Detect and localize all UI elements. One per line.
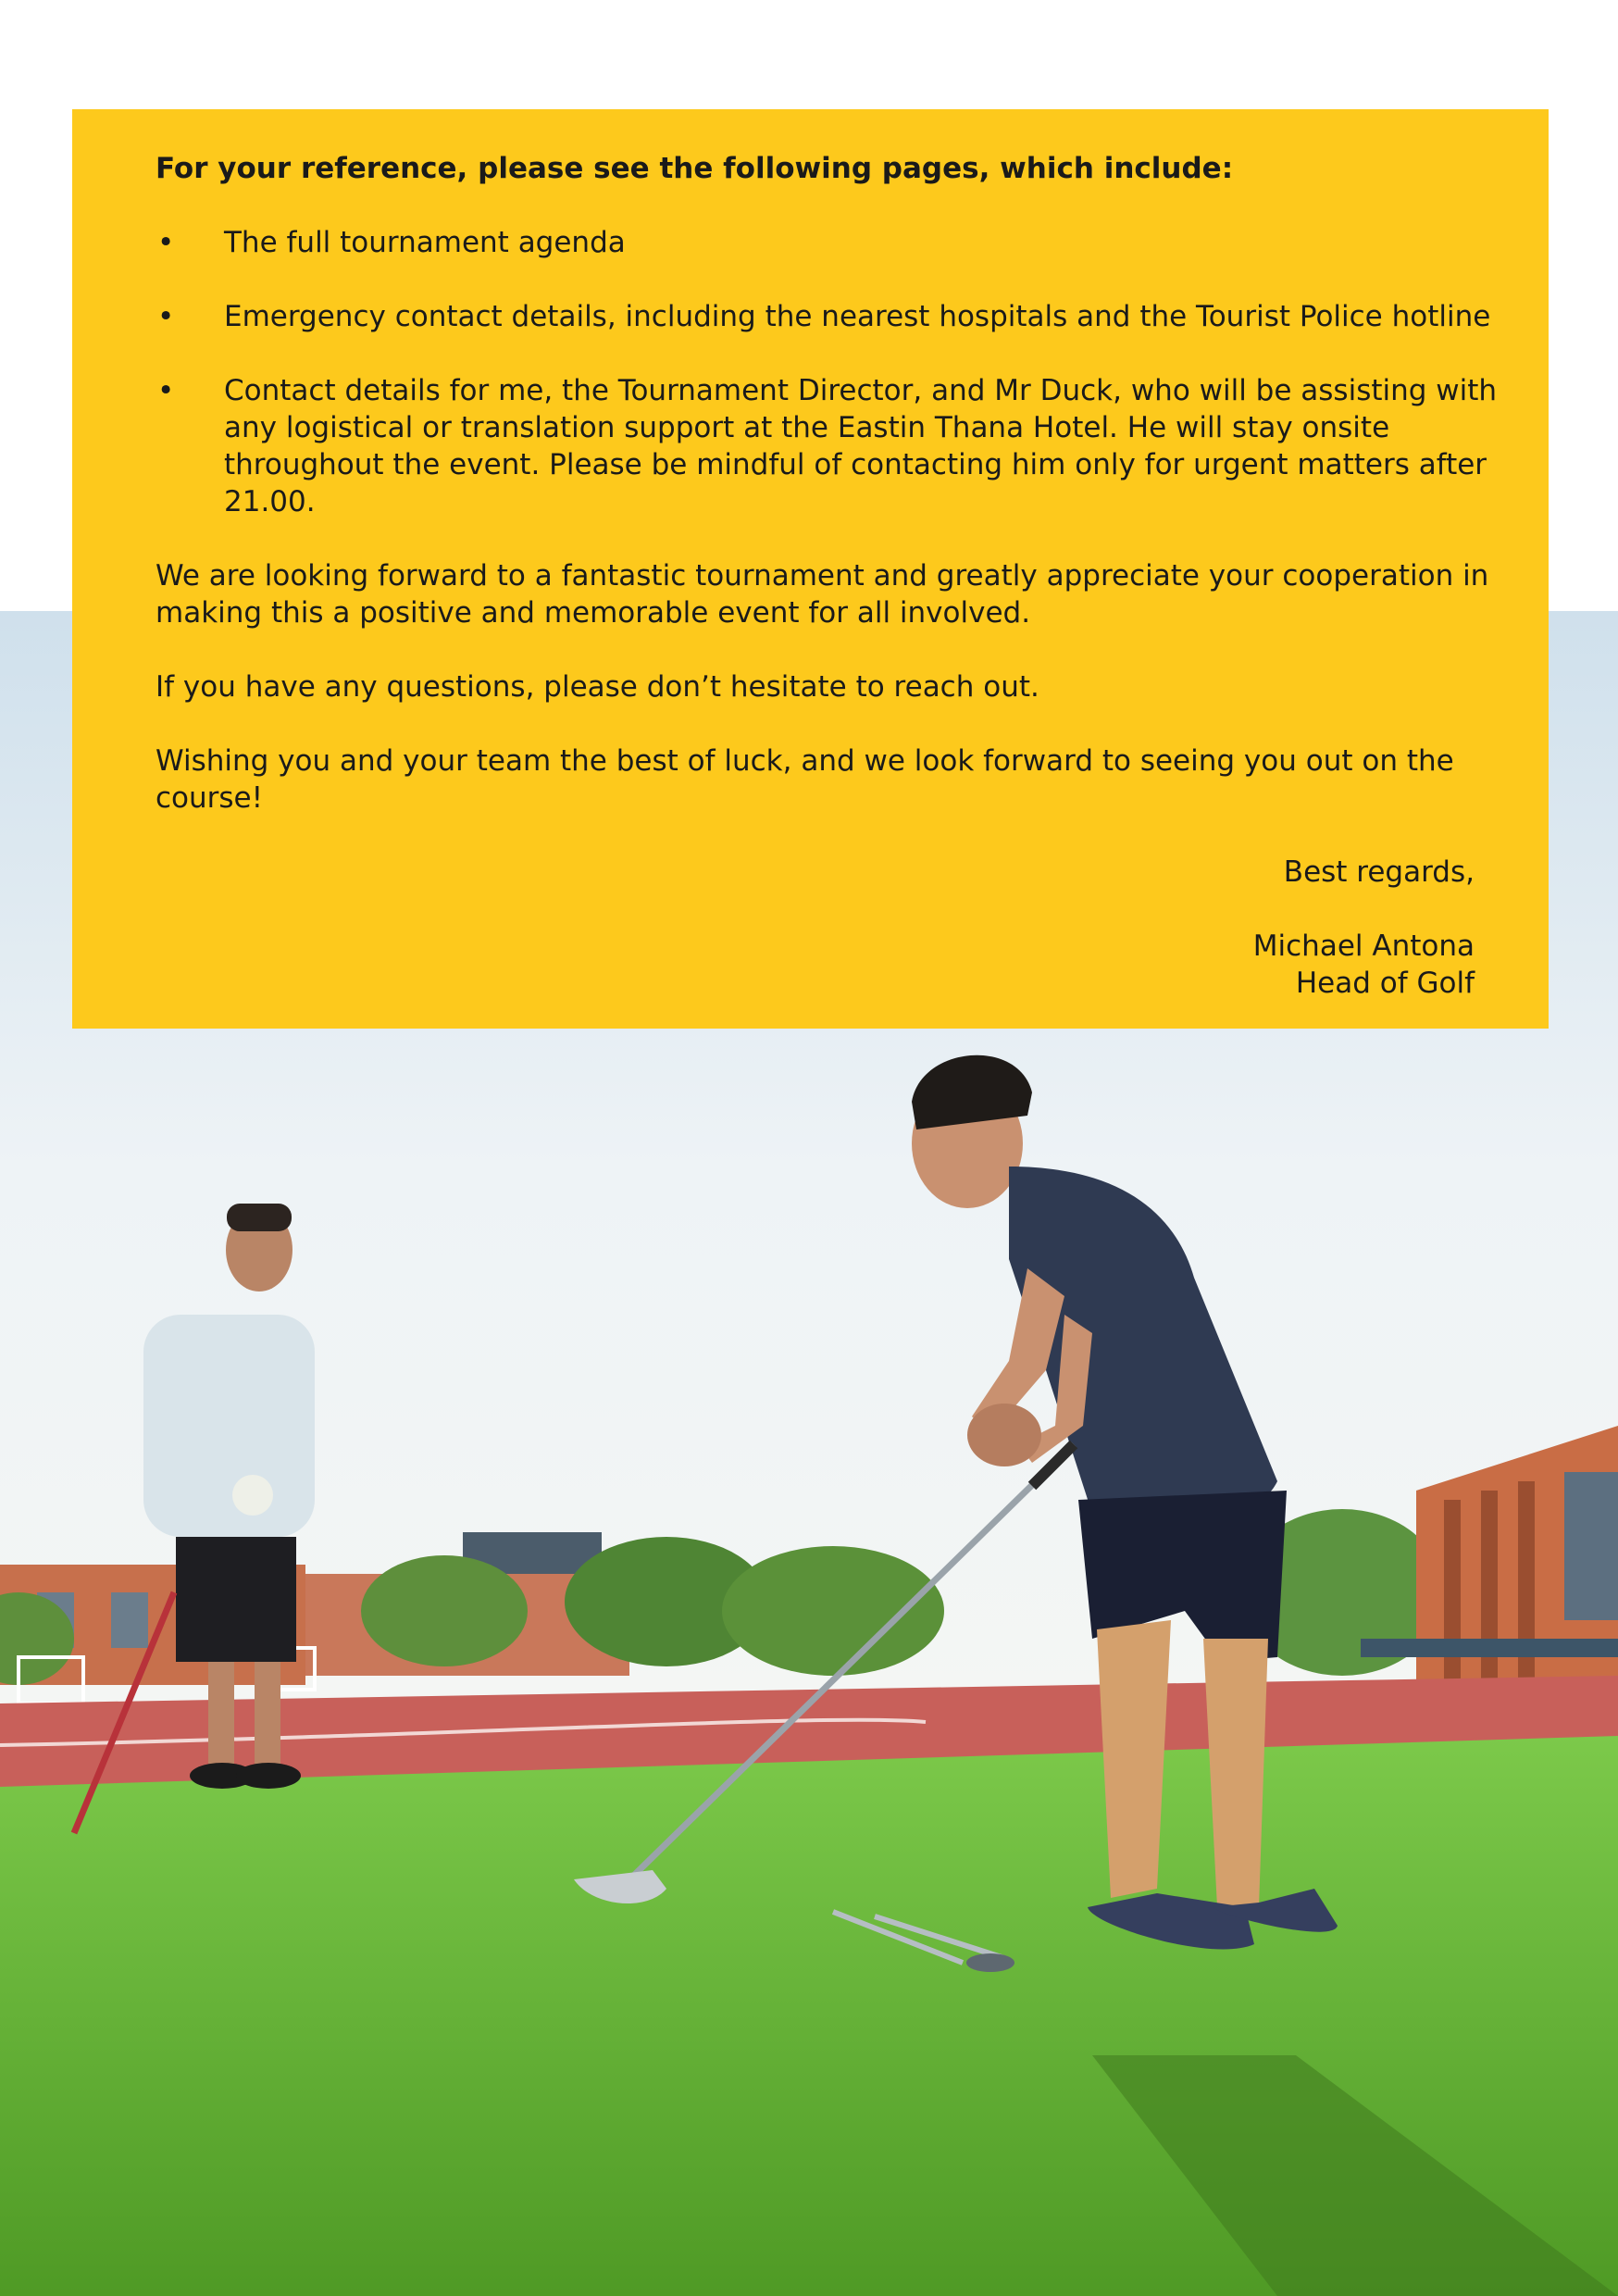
reference-intro: For your reference, please see the following pages, which include: bbox=[156, 152, 1234, 185]
signature-block bbox=[156, 928, 1475, 1002]
list-item bbox=[156, 298, 1502, 335]
bullet-icon: • bbox=[157, 374, 175, 407]
body-paragraph: If you have any questions, please don’t hesitate to reach out. bbox=[156, 670, 1039, 704]
list-item bbox=[156, 372, 1502, 520]
bullet-icon: • bbox=[157, 226, 175, 259]
reference-list bbox=[156, 224, 1502, 520]
list-item-text: The full tournament agenda bbox=[224, 226, 626, 259]
list-item bbox=[156, 224, 1502, 261]
signer-name: Michael Antona bbox=[1252, 930, 1475, 963]
body-paragraph: We are looking forward to a fantastic tournament and greatly appreciate your cooperation in making this a positive and memorable event for all involved. bbox=[156, 559, 1489, 630]
bullet-icon: • bbox=[157, 300, 175, 333]
signoff bbox=[156, 854, 1502, 1002]
list-item-text: Emergency contact details, including the nearest hospitals and the Tourist Police hotline bbox=[224, 300, 1491, 333]
letter-panel bbox=[72, 109, 1549, 1029]
signer-title: Head of Golf bbox=[1295, 967, 1475, 1000]
list-item-text: Contact details for me, the Tournament Director, and Mr Duck, who will be assisting with any logistical or translation support at the Eastin Thana Hotel. He will stay onsite throughout the event. Please be mindful of contacting him only for urgent matters after 21.00. bbox=[224, 374, 1498, 518]
closing-line: Best regards, bbox=[1283, 855, 1475, 889]
body-paragraph: Wishing you and your team the best of luck, and we look forward to seeing you out on the course! bbox=[156, 744, 1454, 815]
